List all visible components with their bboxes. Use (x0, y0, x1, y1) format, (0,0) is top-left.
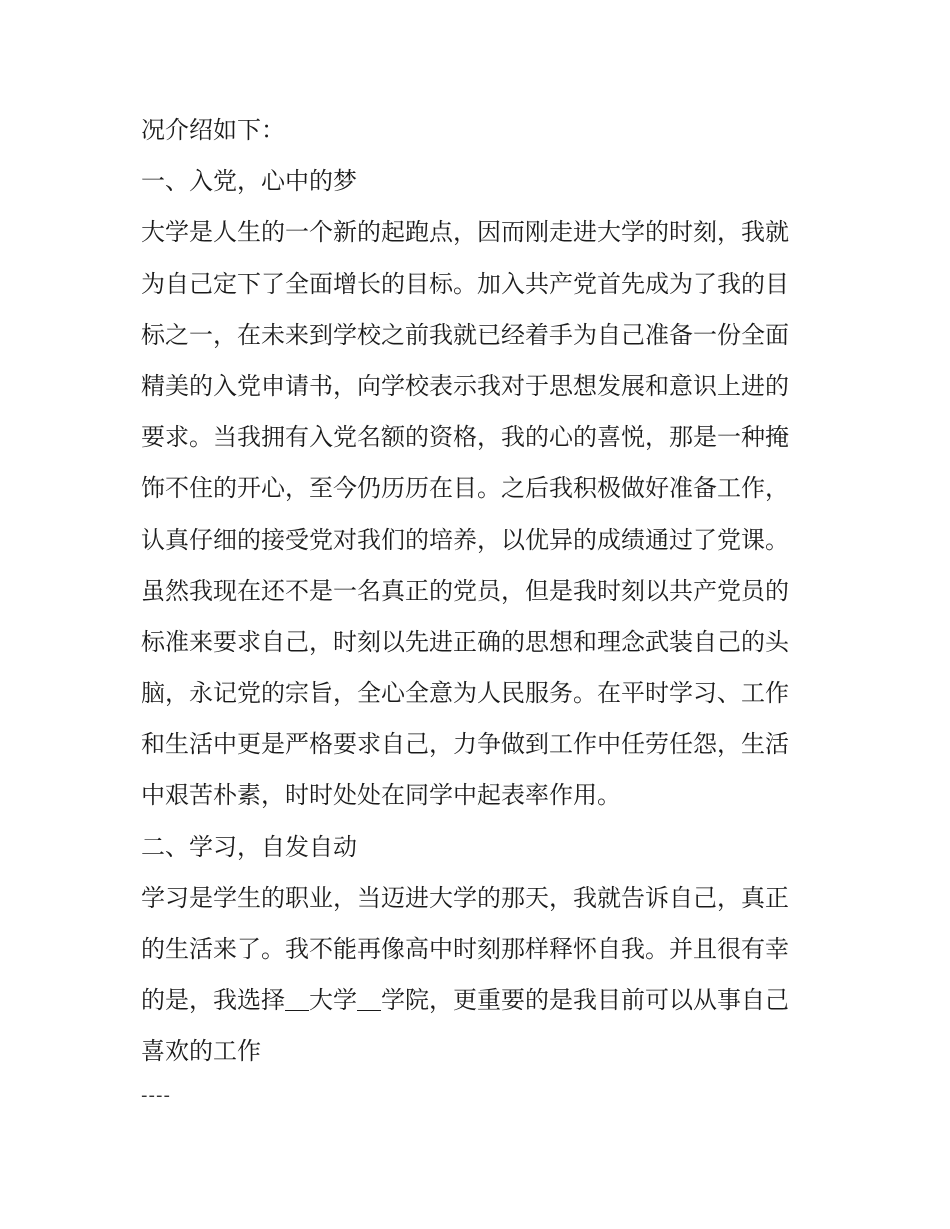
paragraph-line: 标之一，在未来到学校之前我就已经着手为自己准备一份全面 (141, 320, 789, 349)
paragraph-line: 脑，永记党的宗旨，全心全意为人民服务。在平时学习、工作 (141, 679, 789, 708)
paragraph-line: 标准来要求自己，时刻以先进正确的思想和理念武装自己的头 (141, 627, 789, 656)
paragraph-line: 学习是学生的职业，当迈进大学的那天，我就告诉自己，真正 (141, 883, 789, 912)
paragraph-line: 中艰苦朴素，时时处处在同学中起表率作用。 (141, 781, 621, 810)
paragraph-line: 为自己定下了全面增长的目标。加入共产党首先成为了我的目 (141, 269, 789, 298)
paragraph-line: 饰不住的开心，至今仍历历在目。之后我积极做好准备工作， (141, 474, 789, 503)
paragraph-line: 精美的入党申请书，向学校表示我对于思想发展和意识上进的 (141, 371, 789, 400)
paragraph-line: 和生活中更是严格要求自己，力争做到工作中任劳任怨，生活 (141, 730, 789, 759)
page-separator: ---- (141, 1084, 171, 1106)
paragraph-line: 的生活来了。我不能再像高中时刻那样释怀自我。并且很有幸 (141, 935, 789, 963)
paragraph-line: 的是，我选择＿大学＿学院，更重要的是我目前可以从事自己 (141, 986, 789, 1015)
section-heading-2: 二、学习，自发自动 (141, 832, 357, 861)
paragraph-line: 虽然我现在还不是一名真正的党员，但是我时刻以共产党员的 (141, 576, 789, 605)
paragraph-line: 认真仔细的接受党对我们的培养，以优异的成绩通过了党课。 (141, 525, 789, 554)
section-heading-1: 一、入党，心中的梦 (141, 167, 357, 196)
document-body (141, 108, 821, 1111)
paragraph-line: 大学是人生的一个新的起跑点，因而刚走进大学的时刻，我就 (141, 218, 789, 247)
paragraph-line: 要求。当我拥有入党名额的资格，我的心的喜悦，那是一种掩 (141, 423, 789, 452)
text-line-intro: 况介绍如下： (141, 116, 285, 144)
paragraph-line: 喜欢的工作 (141, 1037, 261, 1066)
